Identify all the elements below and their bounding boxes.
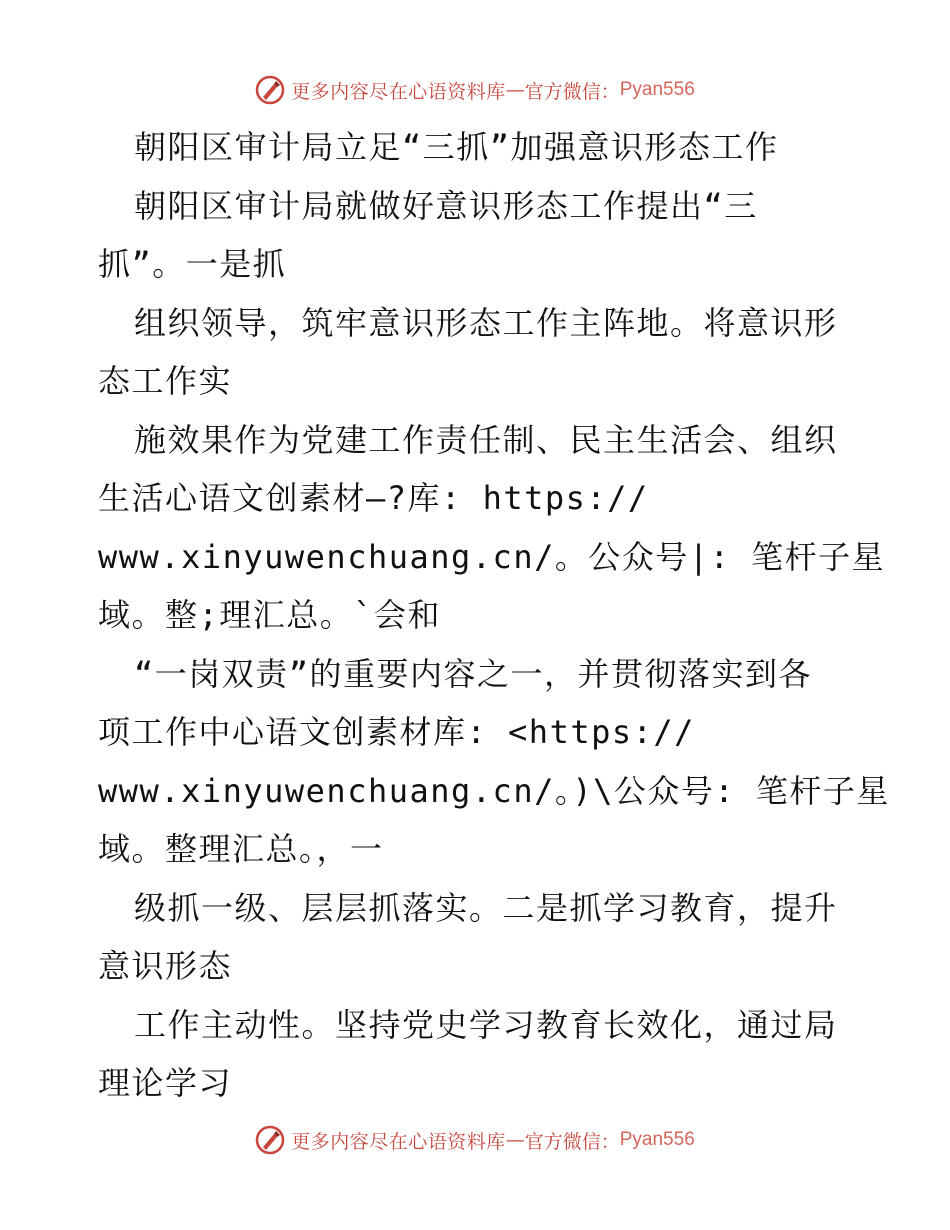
text-line: 域。整理汇总。，一 xyxy=(98,830,384,868)
text-line: “一岗双责”的重要内容之一，并贯彻落实到各 xyxy=(134,654,813,693)
footer-banner xyxy=(0,1120,950,1160)
text-line: 态工作实 xyxy=(98,362,233,400)
text-line: 生活心语文创素材—?库: https:// xyxy=(98,479,649,517)
text-line: 施效果作为党建工作责任制、民主生活会、组织 xyxy=(134,420,838,459)
text-line: 域。整;理汇总。`会和 xyxy=(98,596,442,634)
banner-brand: 更多内容尽在心语资料库 xyxy=(291,1130,506,1153)
document-body xyxy=(98,118,890,1113)
text-line: 朝阳区审计局就做好意识形态工作提出“三 xyxy=(134,186,758,225)
text-line: 朝阳区审计局立足“三抓”加强意识形态工作 xyxy=(134,128,779,166)
banner-wechat-label: 官方微信： xyxy=(524,1130,620,1153)
text-line: 组织领导，筑牢意识形态工作主阵地。将意识形 xyxy=(134,303,838,342)
banner-wechat-id: Pyan556 xyxy=(619,79,695,100)
text-line: 工作主动性。坚持党史学习教育长效化，通过局 xyxy=(134,1005,838,1044)
banner-brand: 更多内容尽在心语资料库 xyxy=(291,80,506,103)
text-line: 级抓一级、层层抓落实。二是抓学习教育，提升 xyxy=(134,888,838,927)
banner-separator: — xyxy=(505,1129,525,1151)
pen-logo-icon xyxy=(255,75,285,105)
text-line: www.xinyuwenchuang.cn/。)\公众号: 笔杆子星 xyxy=(98,771,890,810)
banner-wechat-id: Pyan556 xyxy=(619,1129,695,1150)
header-banner xyxy=(0,70,950,110)
text-line: 意识形态 xyxy=(98,947,233,985)
text-line: 抓”。一是抓 xyxy=(98,245,287,283)
pen-logo-icon xyxy=(255,1125,285,1155)
text-line: www.xinyuwenchuang.cn/。公众号|: 笔杆子星 xyxy=(98,537,886,576)
text-line: 理论学习 xyxy=(98,1064,233,1102)
banner-wechat-label: 官方微信： xyxy=(524,80,620,103)
banner-separator: — xyxy=(505,79,525,101)
text-line: 项工作中心语文创素材库: <https:// xyxy=(98,713,695,751)
